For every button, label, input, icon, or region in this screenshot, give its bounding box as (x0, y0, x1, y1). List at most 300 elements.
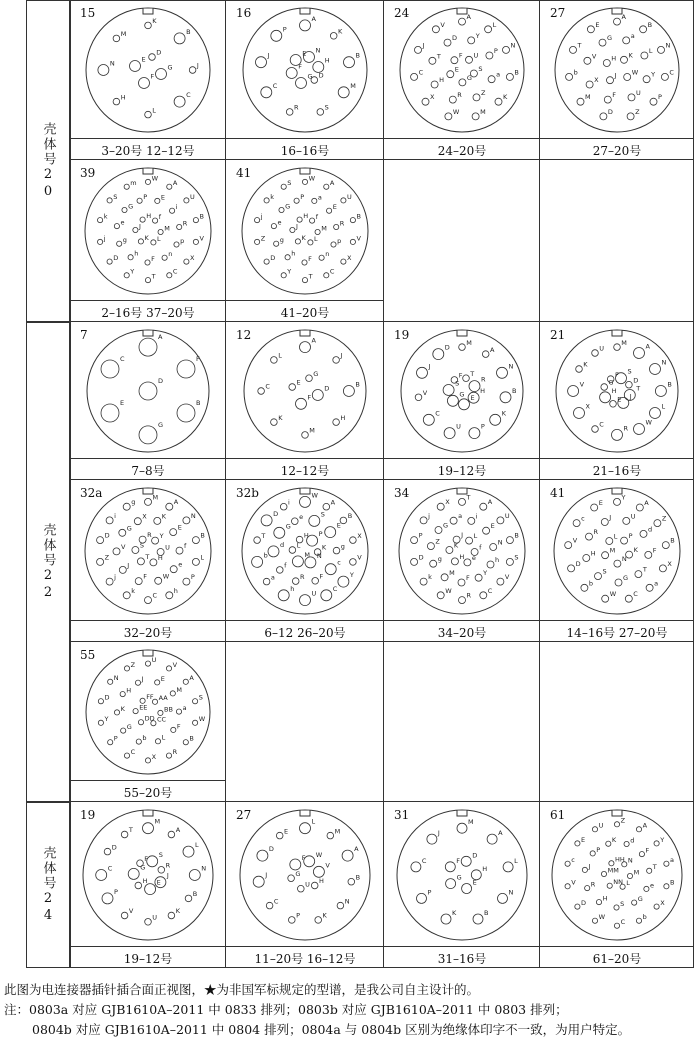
pin-contact (450, 517, 457, 524)
pin-contact (333, 547, 340, 554)
pin-label: M (468, 818, 474, 827)
pin-contact (634, 424, 645, 435)
layout-number: 19 (80, 808, 96, 822)
pin-label: Y (159, 532, 164, 541)
pin-label: B (186, 27, 191, 36)
pin-contact (445, 862, 455, 872)
pin-contact (568, 565, 575, 572)
pin-contact (300, 496, 311, 507)
pin-contact (124, 753, 129, 758)
pin-contact (271, 357, 278, 364)
pin-label: j (428, 511, 430, 520)
pin-contact (252, 556, 263, 567)
pin-contact (302, 278, 307, 283)
pin-label: c (571, 856, 575, 865)
pin-contact (121, 728, 126, 733)
key-notch (457, 489, 467, 495)
pin-contact (344, 57, 355, 68)
pin-label: T (128, 826, 133, 835)
pin-contact (174, 242, 179, 247)
pin-contact (423, 414, 434, 425)
pin-contact (348, 878, 355, 885)
pin-label: f (284, 561, 287, 570)
pin-contact (573, 520, 580, 527)
pin-contact (447, 71, 454, 78)
pin-label: R (300, 572, 305, 581)
pin-contact (411, 558, 418, 565)
pin-label: P (318, 530, 323, 539)
pin-contact (281, 273, 286, 278)
pin-contact (327, 208, 332, 213)
pin-contact (98, 239, 103, 244)
pin-label: D (324, 384, 330, 393)
pin-contact (647, 868, 652, 873)
pin-label: C (669, 68, 674, 77)
pin-contact (98, 699, 103, 704)
pin-contact (170, 566, 177, 573)
connector-face-diagram (70, 0, 226, 136)
pin-contact (457, 823, 467, 833)
pin-contact (603, 60, 610, 67)
pin-label: L (648, 47, 653, 55)
key-notch (143, 489, 153, 495)
pin-label: E (120, 399, 125, 407)
pin-label: Z (104, 553, 110, 562)
pin-contact (292, 518, 299, 525)
pin-contact (636, 504, 643, 511)
pin-label: L (311, 817, 316, 826)
pin-contact (101, 404, 119, 422)
pin-contact (101, 360, 119, 378)
pin-label: V (357, 553, 362, 562)
pin-label: C (186, 91, 191, 100)
pin-label: c (581, 514, 585, 523)
pin-contact (614, 18, 621, 25)
pin-label: n (325, 250, 330, 259)
pin-label: S (478, 65, 483, 73)
pin-label: X (660, 899, 665, 907)
pin-count-caption: 24–20号 (384, 138, 540, 158)
pin-contact (654, 904, 659, 909)
pin-contact (641, 52, 648, 59)
pin-contact (475, 574, 482, 581)
shell-label-1 (26, 322, 70, 802)
pin-label: H (459, 552, 465, 561)
pin-contact (604, 96, 611, 103)
pin-contact (183, 578, 190, 585)
pin-contact (288, 875, 295, 882)
pin-label: J (265, 871, 268, 880)
pin-label: T (261, 531, 266, 540)
pin-label: A (487, 498, 493, 507)
pin-contact (266, 902, 273, 909)
pin-contact (166, 753, 171, 758)
pin-contact (317, 109, 324, 116)
pin-label: Z (620, 816, 626, 825)
pin-contact (350, 559, 357, 566)
pin-label: C (152, 591, 158, 600)
pin-count-caption: 2–16号 37–20号 (70, 300, 226, 320)
pin-label: M (120, 30, 127, 39)
pin-label: K (144, 233, 149, 242)
pin-contact (177, 224, 182, 229)
pin-contact (459, 597, 466, 604)
pin-label: K (338, 27, 343, 36)
layout-number: 31 (394, 808, 410, 822)
pin-contact (274, 527, 285, 538)
pin-contact (292, 578, 299, 585)
pin-label: T (642, 565, 647, 574)
pin-contact (411, 537, 418, 544)
connector-outline (399, 488, 525, 614)
pin-contact (145, 498, 152, 505)
pin-label: U (305, 880, 310, 889)
pin-contact (658, 46, 665, 53)
key-notch (143, 169, 153, 175)
pin-contact (565, 884, 570, 889)
pin-count-caption: 31–16号 (384, 946, 540, 966)
pin-contact (176, 547, 183, 554)
pin-contact (574, 408, 585, 419)
pin-contact (590, 851, 595, 856)
pin-label: S (158, 850, 163, 859)
pin-label: H (480, 387, 485, 396)
pin-contact (595, 573, 602, 580)
pin-label: B (512, 386, 517, 395)
pin-label: B (667, 380, 672, 389)
pin-count-caption: 12–12号 (226, 458, 384, 478)
pin-label: V (356, 234, 361, 243)
pin-label: F (150, 72, 155, 81)
pin-label: A (158, 333, 163, 342)
pin-contact (256, 57, 267, 68)
pin-label: e (471, 553, 476, 562)
footer-note-1: 此图为电连接器插针插合面正视图，★为非国军标规定的型谱，是我公司自主设计的。 (4, 982, 480, 997)
pin-label: L (161, 733, 166, 742)
pin-label: L (157, 234, 161, 243)
connector-face-diagram (226, 0, 384, 136)
pin-label: T (466, 493, 471, 502)
pin-contact (582, 867, 587, 872)
pin-label: e (277, 218, 282, 227)
key-notch (612, 331, 622, 337)
pin-label: A (644, 499, 649, 507)
pin-contact (628, 94, 635, 101)
pin-contact (121, 912, 128, 919)
key-notch (300, 811, 310, 817)
pin-contact (312, 390, 323, 401)
pin-label: A (311, 336, 316, 345)
pin-label: E (302, 49, 307, 58)
pin-label: e (178, 560, 183, 569)
pin-label: X (667, 559, 672, 568)
pin-contact (253, 876, 264, 887)
pin-label: D (581, 899, 587, 907)
pin-contact (650, 408, 661, 419)
pin-label: F (645, 846, 650, 855)
pin-contact (566, 73, 573, 80)
pin-contact (315, 917, 322, 924)
pin-contact (350, 537, 357, 544)
pin-label: A (329, 179, 335, 188)
pin-contact (174, 96, 185, 107)
pin-label: B (355, 873, 361, 882)
pin-contact (124, 273, 129, 278)
pin-contact (343, 386, 354, 397)
pin-contact (139, 382, 157, 400)
pin-label: p (180, 236, 185, 245)
pin-label: M (480, 107, 486, 116)
pin-label: E (141, 55, 146, 64)
pin-contact (193, 720, 198, 725)
key-notch (457, 811, 467, 817)
connector-outline (83, 810, 213, 940)
pin-label: X (430, 93, 435, 102)
pin-contact (468, 517, 475, 524)
pin-label: M (304, 550, 311, 559)
pin-contact (277, 567, 284, 574)
pin-label: C (599, 420, 604, 429)
pin-contact (350, 218, 355, 223)
pin-contact (183, 740, 188, 745)
pin-label: D (268, 845, 274, 854)
pin-contact (268, 546, 279, 557)
pin-contact (433, 349, 444, 360)
pin-label: T (145, 552, 150, 561)
pin-contact (586, 81, 593, 88)
pin-label: T (652, 863, 657, 872)
pin-contact (168, 831, 175, 838)
layout-number: 12 (236, 328, 252, 342)
pin-contact (192, 558, 199, 565)
pin-contact (145, 758, 150, 763)
pin-contact (411, 73, 418, 80)
pin-contact (592, 350, 599, 357)
pin-label: W (452, 107, 460, 116)
footer-note-3: 0804b 对应 GJB1610A–2011 中 0804 排列；0804a 与 0804b 区别为绝缘体印字不一致，为用户特定。 (32, 1022, 631, 1037)
connector-outline (552, 810, 682, 940)
pin-label: V (422, 389, 428, 397)
pin-label: B (647, 20, 653, 29)
pin-contact (296, 78, 307, 89)
pin-label: d (630, 836, 635, 845)
pin-label: L (278, 351, 282, 360)
pin-label: E (160, 193, 166, 202)
pin-contact (139, 426, 157, 444)
pin-contact (417, 893, 427, 903)
pin-label: L (152, 106, 156, 115)
pin-contact (466, 56, 473, 63)
grid-cell (226, 642, 384, 802)
pin-contact (261, 87, 272, 98)
connector-outline (556, 330, 678, 452)
pin-label: V (128, 907, 134, 916)
pin-contact (437, 592, 444, 599)
pin-contact (166, 592, 173, 599)
pin-contact (122, 207, 127, 212)
pin-label: E (284, 827, 289, 836)
pin-contact (341, 259, 346, 264)
pin-contact (310, 218, 315, 223)
pin-contact (592, 918, 597, 923)
pin-contact (444, 39, 451, 46)
grid-cell (384, 160, 540, 322)
pin-contact (254, 537, 261, 544)
pin-contact (634, 348, 645, 359)
pin-contact (614, 344, 621, 351)
pin-label: A (330, 498, 336, 507)
pin-contact (286, 109, 293, 116)
pin-contact (661, 73, 668, 80)
pin-label: C (120, 355, 125, 363)
pin-label: L (200, 553, 205, 562)
pin-contact (292, 556, 303, 567)
pin-label: K (120, 704, 125, 713)
pin-label: H (602, 894, 608, 903)
pin-label: W (311, 491, 318, 500)
pin-label: B (355, 51, 360, 60)
pin-contact (263, 578, 270, 585)
pin-label: C (418, 68, 424, 77)
pin-contact (106, 517, 113, 524)
pin-label: Y (287, 267, 292, 276)
pin-label: E (454, 65, 459, 74)
pin-label: B (192, 890, 198, 899)
layout-number: 61 (550, 808, 566, 822)
pin-contact (596, 900, 601, 905)
pin-label: a (182, 704, 187, 712)
pin-contact (107, 198, 112, 203)
pin-label: U (190, 192, 195, 201)
pin-contact (464, 559, 471, 566)
pin-label: D (273, 509, 279, 518)
shell-label-text: 壳体号20 (40, 121, 56, 201)
pin-label: C (421, 856, 427, 865)
pin-contact (422, 98, 429, 105)
pin-contact (98, 65, 109, 76)
pin-label: B (200, 531, 205, 540)
key-notch (143, 9, 153, 15)
shell-label-text: 壳体号24 (40, 845, 56, 925)
pin-contact (333, 357, 340, 364)
pin-label: C (272, 81, 278, 90)
pin-label: J (196, 61, 199, 70)
pin-label: E (581, 835, 586, 844)
connector-outline (85, 488, 211, 614)
pin-label: P (143, 193, 148, 202)
pin-contact (143, 823, 154, 834)
pin-label: H (126, 686, 132, 695)
pin-contact (591, 504, 598, 511)
pin-contact (584, 57, 591, 64)
pin-label: H (611, 386, 617, 395)
layout-number: 15 (80, 6, 96, 20)
pin-contact (137, 198, 142, 203)
pin-label: G (126, 524, 132, 533)
pin-label: M (449, 568, 455, 577)
pin-label: N (497, 538, 503, 547)
pin-label: Z (130, 660, 136, 669)
pin-contact (139, 338, 157, 356)
pin-label: Y (130, 267, 135, 276)
pin-contact (257, 850, 268, 861)
pin-label: E (617, 395, 622, 404)
pin-label: b (573, 68, 578, 77)
pin-label: D (444, 343, 450, 352)
pin-label: b (588, 579, 594, 588)
pin-label: E (160, 674, 165, 683)
pin-label: F (144, 854, 149, 863)
pin-label: R (172, 748, 178, 756)
pin-contact (151, 240, 156, 245)
pin-label: D (156, 48, 162, 57)
pin-contact (280, 503, 287, 510)
pin-contact (341, 198, 346, 203)
pin-contact (321, 590, 332, 601)
pin-contact (138, 720, 143, 725)
pin-label: C (172, 267, 178, 276)
pin-contact (145, 919, 152, 926)
pin-label: P (493, 47, 498, 55)
pin-contact (107, 259, 112, 264)
pin-label: N (316, 551, 322, 560)
key-notch (612, 9, 622, 15)
connector-face-diagram (540, 322, 694, 456)
pin-contact (627, 113, 634, 120)
pin-contact (123, 503, 130, 510)
pin-contact (170, 208, 175, 213)
pin-contact (290, 227, 295, 232)
pin-label: C (332, 584, 338, 593)
pin-label: R (466, 591, 472, 600)
key-notch (300, 489, 310, 495)
pin-label: e (650, 881, 654, 890)
pin-contact (145, 111, 152, 118)
pin-label: G (456, 873, 462, 882)
pin-label: H (482, 864, 488, 873)
pin-label: C (107, 864, 113, 873)
pin-count-caption: 41–20号 (226, 300, 384, 320)
pin-contact (627, 873, 632, 878)
pin-label: K (628, 51, 633, 60)
pin-contact (601, 384, 608, 391)
pin-contact (469, 381, 480, 392)
pin-contact (445, 113, 452, 120)
pin-label: J (166, 871, 169, 880)
pin-label: U (473, 51, 479, 60)
pin-label: C (329, 267, 335, 276)
pin-contact (443, 385, 454, 396)
pin-contact (446, 879, 456, 889)
pin-contact (309, 515, 320, 526)
pin-contact (308, 240, 313, 245)
pin-label: m (130, 179, 137, 188)
pin-label: B (355, 380, 360, 389)
pin-contact (654, 841, 659, 846)
connector-outline (86, 650, 210, 774)
pin-contact (614, 560, 621, 567)
pin-label: R (481, 375, 486, 384)
pin-contact (298, 885, 305, 892)
pin-label: M (350, 81, 356, 90)
pin-label: W (631, 68, 639, 77)
pin-label: K (321, 543, 327, 552)
pin-contact (128, 255, 133, 260)
pin-contact (601, 871, 606, 876)
pin-contact (625, 595, 632, 602)
pin-contact (312, 198, 317, 203)
connector-outline (244, 330, 366, 452)
